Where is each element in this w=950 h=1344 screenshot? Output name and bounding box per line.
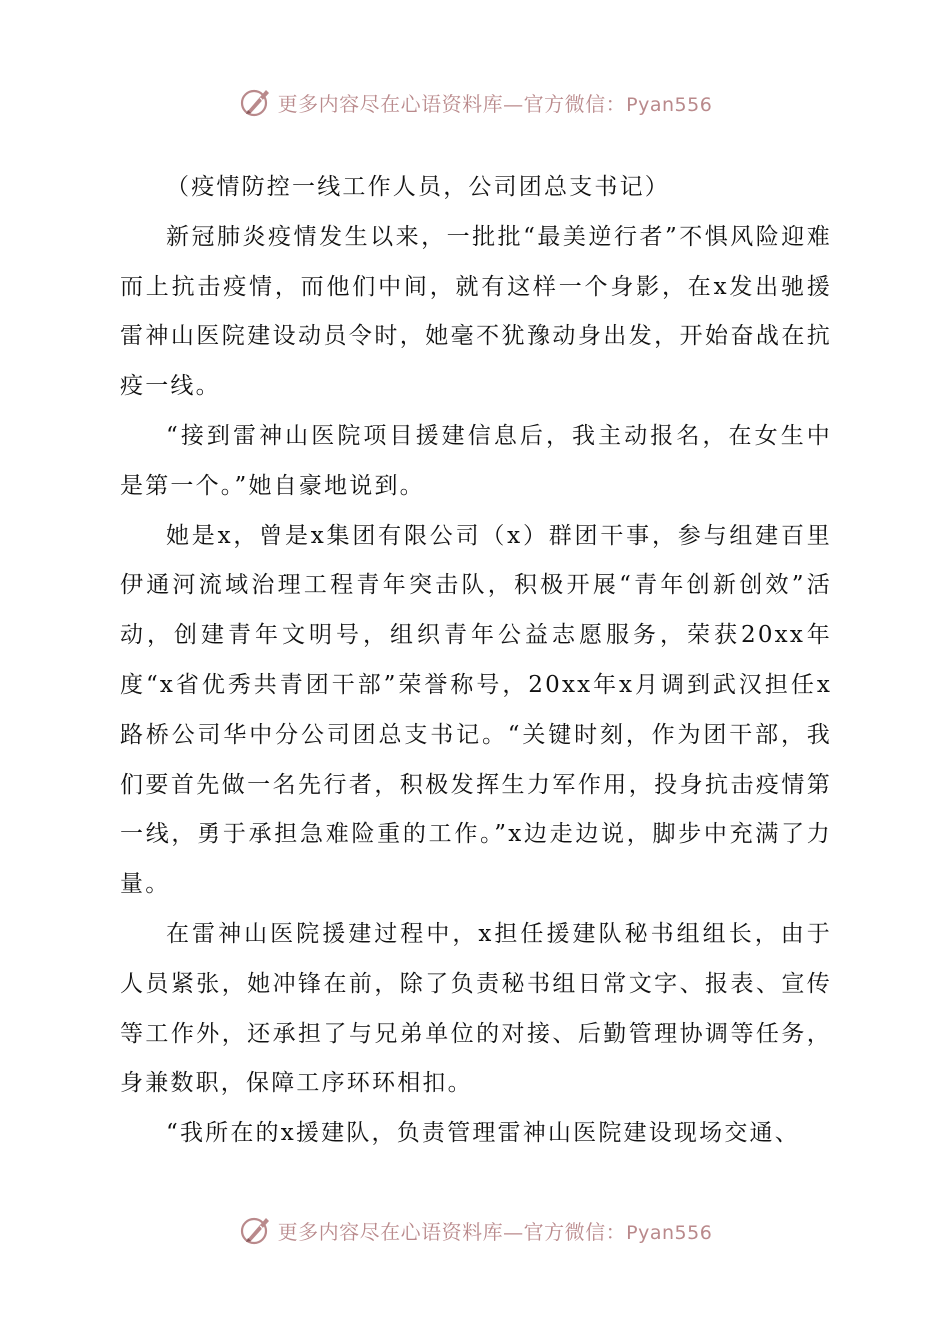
banner-label: 更多内容尽在心语资料库—官方微信： xyxy=(277,1219,627,1244)
quill-pen-logo-icon xyxy=(238,84,274,120)
header-banner xyxy=(0,82,950,122)
article-paragraph: 她是x，曾是x集团有限公司（x）群团干事，参与组建百里伊通河流域治理工程青年突击队，积极开展“青年创新创效”活动，创建青年文明号，组织青年公益志愿服务，荣获20xx年度“x省优秀共青团干部”荣誉称号，20xx年x月调到武汉担任x路桥公司华中分公司团总支书记。“关键时刻，作为团干部，我们要首先做一名先行者，积极发挥生力军作用，投身抗击疫情第一线，勇于承担急难险重的工作。”x边走边说，脚步中充满了力量。 xyxy=(120,522,832,898)
article-paragraph: “接到雷神山医院项目援建信息后，我主动报名，在女生中是第一个。”她自豪地说到。 xyxy=(120,422,832,499)
article-paragraph: 新冠肺炎疫情发生以来，一批批“最美逆行者”不惧风险迎难而上抗击疫情，而他们中间，就有这样一个身影，在x发出驰援雷神山医院建设动员令时，她毫不犹豫动身出发，开始奋战在抗疫一线。 xyxy=(120,223,832,400)
footer-banner xyxy=(0,1210,950,1250)
article-paragraph: 在雷神山医院援建过程中，x担任援建队秘书组组长，由于人员紧张，她冲锋在前，除了负责秘书组日常文字、报表、宣传等工作外，还承担了与兄弟单位的对接、后勤管理协调等任务，身兼数职，保障工序环环相扣。 xyxy=(120,920,832,1097)
banner-wechat-id: Pyan556 xyxy=(626,93,713,116)
article-paragraph: （疫情防控一线工作人员，公司团总支书记） xyxy=(166,174,670,200)
article-paragraph: “我所在的x援建队，负责管理雷神山医院建设现场交通、 xyxy=(166,1120,800,1147)
banner-label: 更多内容尽在心语资料库—官方微信： xyxy=(277,91,627,116)
banner-text xyxy=(278,88,713,117)
article-body xyxy=(120,163,832,1159)
quill-pen-logo-icon xyxy=(238,1212,274,1248)
banner-text xyxy=(278,1216,713,1245)
banner-wechat-id: Pyan556 xyxy=(626,1221,713,1244)
